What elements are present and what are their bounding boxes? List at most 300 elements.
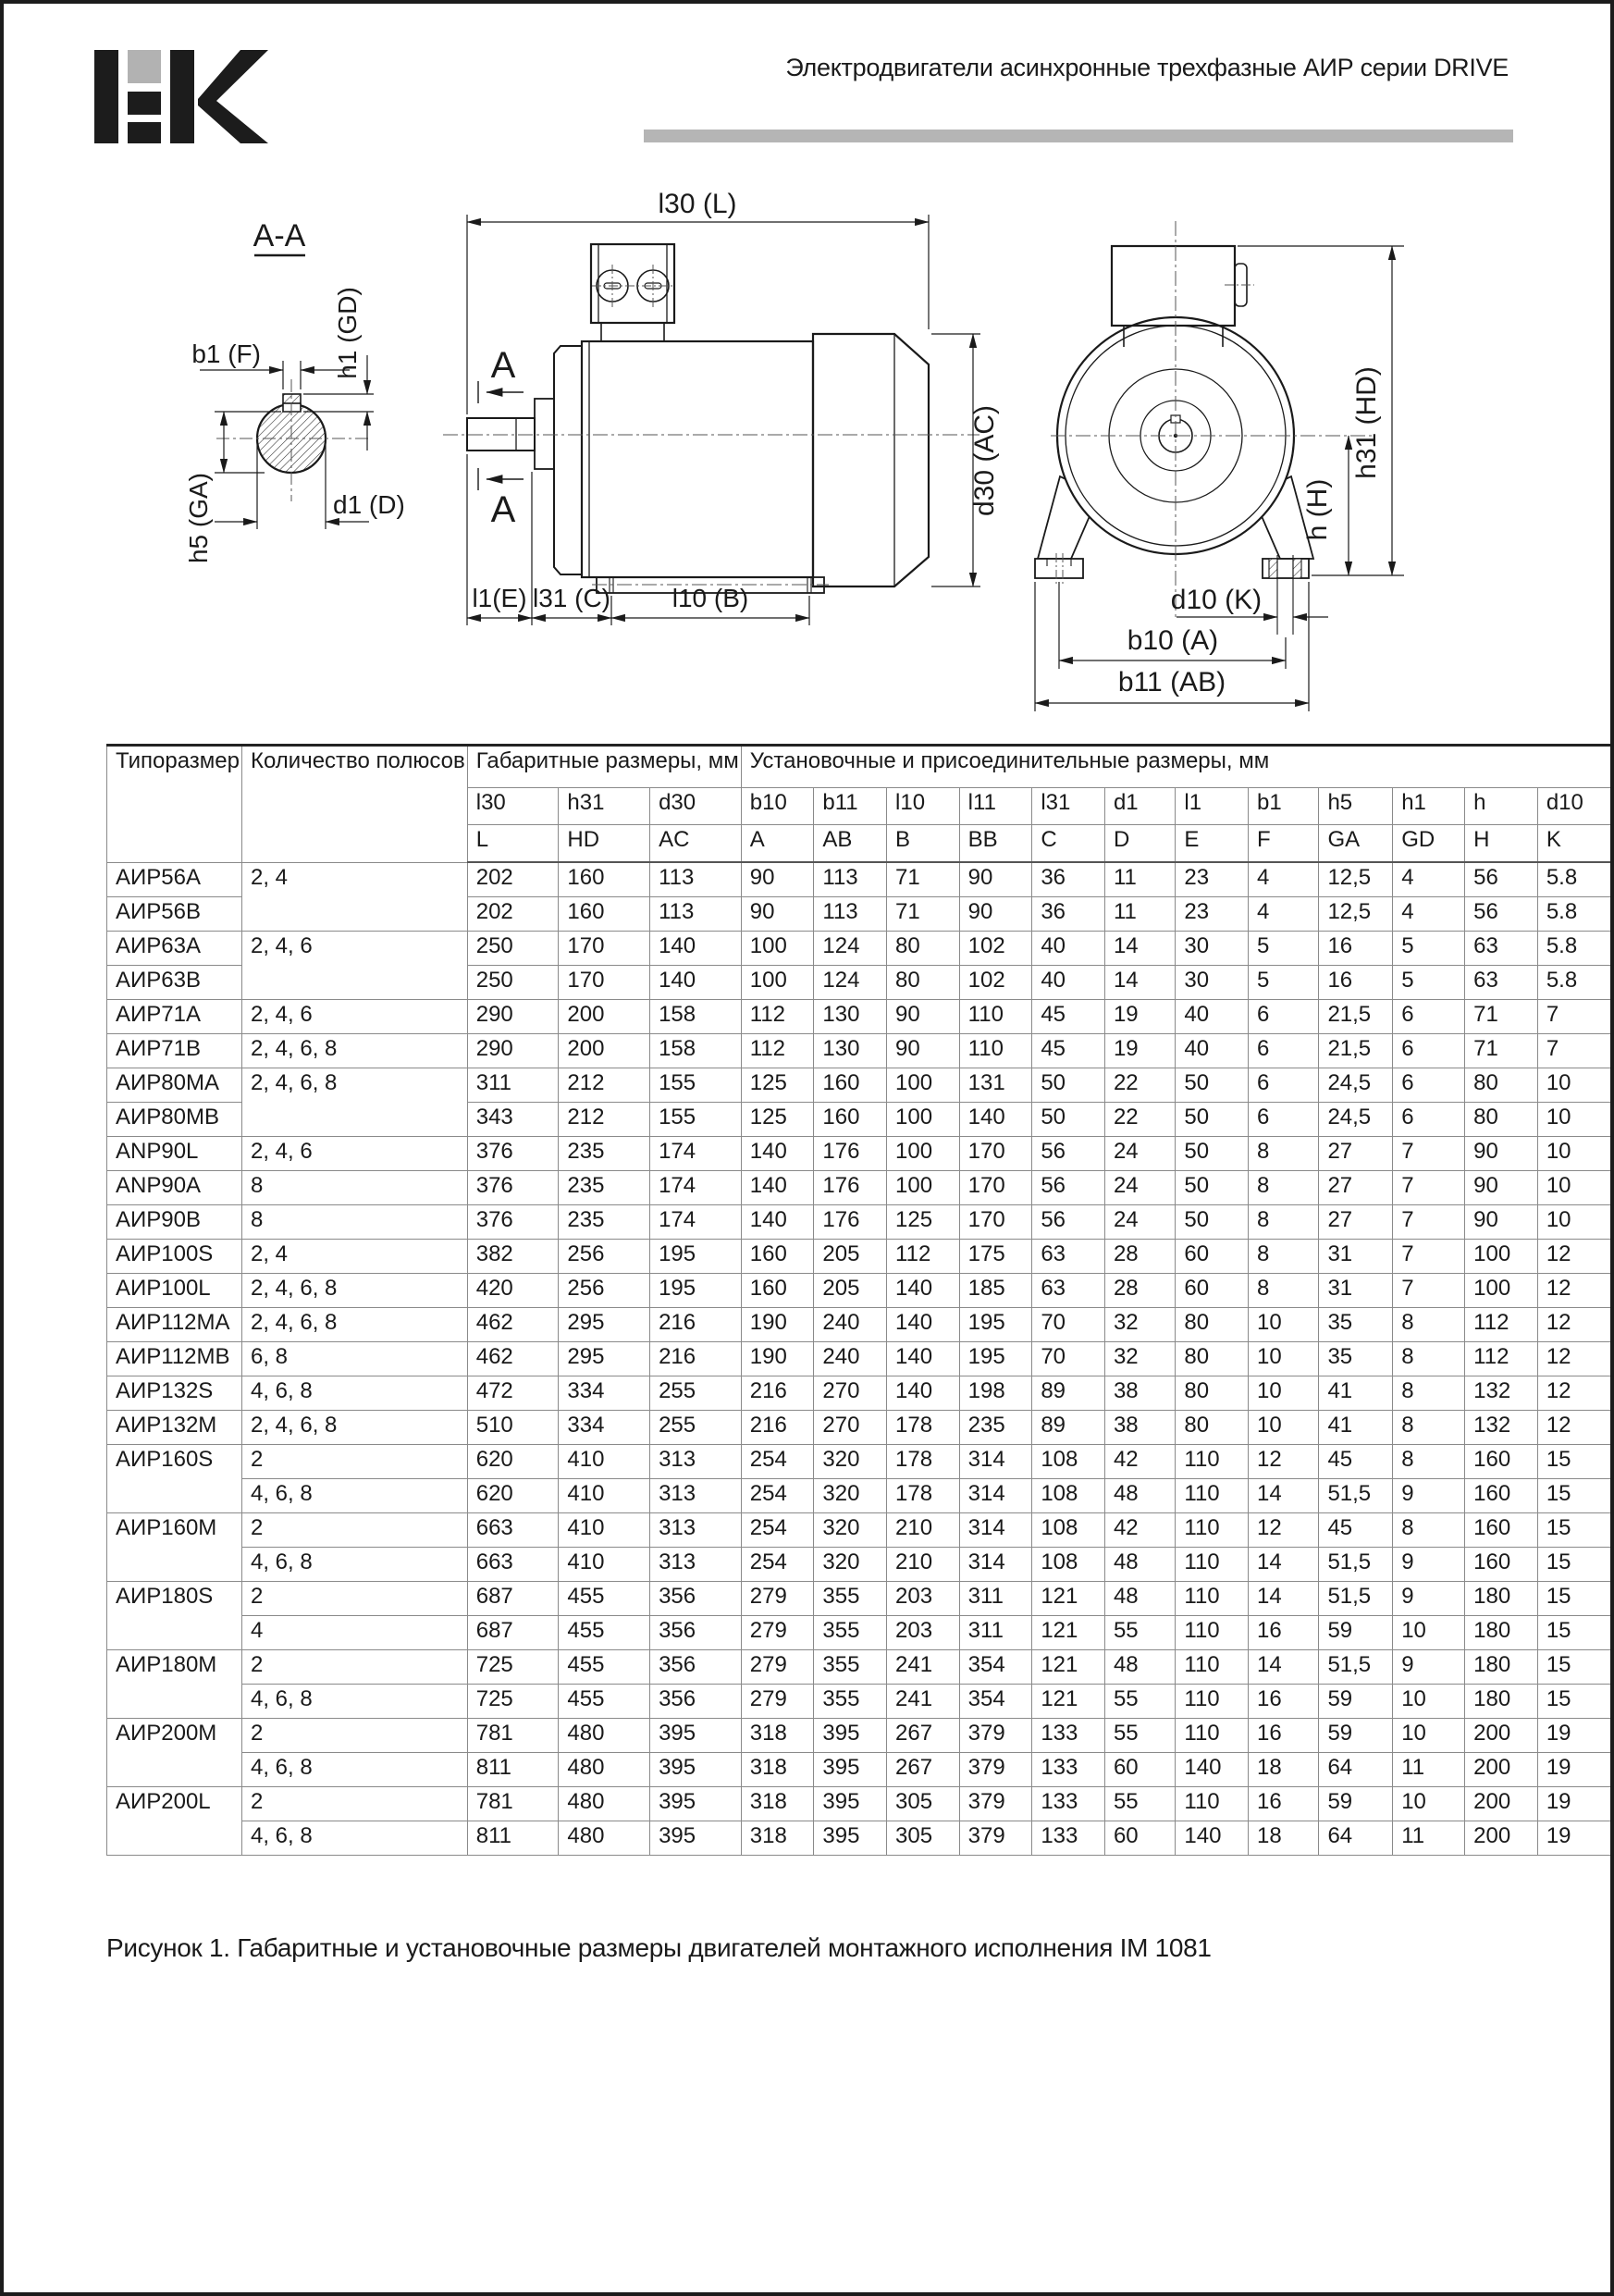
cell-l31: 70 <box>1032 1342 1105 1376</box>
dim-code-cell: h5 <box>1319 788 1393 825</box>
cell-h5: 21,5 <box>1319 1000 1393 1034</box>
cell-b10: 279 <box>741 1582 814 1616</box>
cell-d30: 356 <box>650 1685 742 1719</box>
cell-l10: 241 <box>887 1650 960 1685</box>
cell-d30: 158 <box>650 1000 742 1034</box>
cell-poles: 2, 4, 6 <box>241 932 467 1000</box>
cell-b10: 190 <box>741 1342 814 1376</box>
dim-label-l31: l31 (C) <box>532 584 611 612</box>
cell-d1: 48 <box>1104 1479 1175 1513</box>
dim-letter-cell: AC <box>650 825 742 863</box>
dim-letter-cell: F <box>1249 825 1319 863</box>
cell-h: 80 <box>1465 1103 1538 1137</box>
cell-h: 56 <box>1465 897 1538 932</box>
cell-l31: 121 <box>1032 1616 1105 1650</box>
col-header-poles: Количество полюсов <box>241 746 467 863</box>
cell-l1: 110 <box>1176 1650 1249 1685</box>
cell-d1: 32 <box>1104 1308 1175 1342</box>
cell-d1: 48 <box>1104 1650 1175 1685</box>
cut-label-a-bottom: A <box>490 489 516 530</box>
cell-b1: 10 <box>1249 1308 1319 1342</box>
cell-l10: 140 <box>887 1274 960 1308</box>
cell-l10: 71 <box>887 897 960 932</box>
cell-l30: 376 <box>467 1205 559 1240</box>
cell-b10: 190 <box>741 1308 814 1342</box>
cell-h1: 7 <box>1393 1240 1465 1274</box>
cell-l11: 90 <box>959 897 1032 932</box>
cell-b10: 318 <box>741 1787 814 1821</box>
cell-d1: 32 <box>1104 1342 1175 1376</box>
cell-l11: 170 <box>959 1171 1032 1205</box>
table-row <box>107 1274 1611 1308</box>
cell-l31: 40 <box>1032 966 1105 1000</box>
cell-b1: 12 <box>1249 1513 1319 1548</box>
cell-b11: 124 <box>814 932 887 966</box>
cell-l31: 133 <box>1032 1719 1105 1753</box>
cell-type: ANP90A <box>107 1171 242 1205</box>
cell-h5: 35 <box>1319 1342 1393 1376</box>
cell-d1: 42 <box>1104 1445 1175 1479</box>
cell-d30: 195 <box>650 1274 742 1308</box>
dim-label-b1: b1 (F) <box>191 339 261 368</box>
cell-h5: 41 <box>1319 1411 1393 1445</box>
cell-l1: 50 <box>1176 1137 1249 1171</box>
cell-b11: 395 <box>814 1787 887 1821</box>
cell-d10: 12 <box>1537 1342 1610 1376</box>
cell-l11: 314 <box>959 1445 1032 1479</box>
cell-l11: 170 <box>959 1205 1032 1240</box>
cell-l10: 305 <box>887 1821 960 1856</box>
cell-l30: 202 <box>467 862 559 897</box>
cell-h1: 7 <box>1393 1274 1465 1308</box>
cell-d30: 216 <box>650 1342 742 1376</box>
cell-b11: 270 <box>814 1411 887 1445</box>
dim-letter-cell: C <box>1032 825 1105 863</box>
cell-h31: 455 <box>559 1616 650 1650</box>
cell-h31: 334 <box>559 1376 650 1411</box>
cell-l30: 620 <box>467 1479 559 1513</box>
dim-letter-cell: D <box>1104 825 1175 863</box>
cell-l11: 314 <box>959 1479 1032 1513</box>
col-group-mounting: Установочные и присоединительные размеры, мм <box>741 746 1610 788</box>
cell-d10: 12 <box>1537 1274 1610 1308</box>
cell-h31: 455 <box>559 1582 650 1616</box>
cell-h31: 200 <box>559 1034 650 1068</box>
cell-b11: 130 <box>814 1034 887 1068</box>
cell-d30: 113 <box>650 862 742 897</box>
cell-h: 180 <box>1465 1616 1538 1650</box>
cell-l11: 90 <box>959 862 1032 897</box>
dim-code-cell: l10 <box>887 788 960 825</box>
cell-l10: 140 <box>887 1308 960 1342</box>
cell-h1: 6 <box>1393 1103 1465 1137</box>
cell-type: АИР71В <box>107 1034 242 1068</box>
cell-l31: 89 <box>1032 1411 1105 1445</box>
cell-h: 180 <box>1465 1685 1538 1719</box>
cell-b1: 4 <box>1249 862 1319 897</box>
table-group-header-row <box>107 746 1611 788</box>
cell-l30: 725 <box>467 1685 559 1719</box>
cell-l10: 178 <box>887 1479 960 1513</box>
cell-l31: 63 <box>1032 1274 1105 1308</box>
cell-l11: 198 <box>959 1376 1032 1411</box>
table-row <box>107 1171 1611 1205</box>
page-title: Электродвигатели асинхронные трехфазные АИР серии DRIVE <box>785 54 1509 81</box>
cell-poles: 4 <box>241 1616 467 1650</box>
cell-d10: 19 <box>1537 1719 1610 1753</box>
cell-l30: 290 <box>467 1034 559 1068</box>
table-row <box>107 1308 1611 1342</box>
cell-h1: 6 <box>1393 1034 1465 1068</box>
cell-b1: 14 <box>1249 1479 1319 1513</box>
cell-h31: 160 <box>559 897 650 932</box>
cell-b10: 216 <box>741 1411 814 1445</box>
cell-l1: 50 <box>1176 1205 1249 1240</box>
cell-d10: 19 <box>1537 1753 1610 1787</box>
table-row <box>107 1616 1611 1650</box>
cell-h1: 5 <box>1393 966 1465 1000</box>
cell-h1: 9 <box>1393 1548 1465 1582</box>
cell-l11: 110 <box>959 1000 1032 1034</box>
cell-l11: 110 <box>959 1034 1032 1068</box>
cell-h1: 10 <box>1393 1719 1465 1753</box>
cell-h31: 200 <box>559 1000 650 1034</box>
cell-b1: 6 <box>1249 1000 1319 1034</box>
cell-b1: 16 <box>1249 1787 1319 1821</box>
cell-l11: 311 <box>959 1582 1032 1616</box>
cell-l10: 267 <box>887 1753 960 1787</box>
cell-h: 200 <box>1465 1821 1538 1856</box>
cell-b11: 355 <box>814 1685 887 1719</box>
cell-l1: 30 <box>1176 966 1249 1000</box>
cell-h31: 410 <box>559 1548 650 1582</box>
cell-b11: 176 <box>814 1205 887 1240</box>
col-header-type: Типоразмер <box>107 746 242 863</box>
dim-letter-cell: K <box>1537 825 1610 863</box>
cell-h1: 10 <box>1393 1787 1465 1821</box>
table-row <box>107 1205 1611 1240</box>
cell-h5: 51,5 <box>1319 1479 1393 1513</box>
cell-type: АИР132S <box>107 1376 242 1411</box>
dim-label-h1: h1 (GD) <box>333 287 362 379</box>
cell-h1: 6 <box>1393 1000 1465 1034</box>
table-row <box>107 1821 1611 1856</box>
cell-h31: 480 <box>559 1719 650 1753</box>
cell-d10: 5.8 <box>1537 966 1610 1000</box>
cell-h5: 24,5 <box>1319 1068 1393 1103</box>
cell-d1: 60 <box>1104 1753 1175 1787</box>
cell-l30: 687 <box>467 1582 559 1616</box>
cell-type: АИР112МВ <box>107 1342 242 1376</box>
cell-h1: 8 <box>1393 1342 1465 1376</box>
cell-l1: 110 <box>1176 1616 1249 1650</box>
cell-h5: 24,5 <box>1319 1103 1393 1137</box>
cell-l30: 811 <box>467 1821 559 1856</box>
cell-l30: 250 <box>467 932 559 966</box>
cell-d30: 158 <box>650 1034 742 1068</box>
cell-h1: 4 <box>1393 862 1465 897</box>
cell-l10: 210 <box>887 1548 960 1582</box>
cell-h1: 10 <box>1393 1685 1465 1719</box>
cell-d1: 14 <box>1104 932 1175 966</box>
cell-d1: 60 <box>1104 1821 1175 1856</box>
cell-h31: 480 <box>559 1753 650 1787</box>
dim-label-h31: h31 (HD) <box>1351 366 1382 479</box>
cell-b10: 140 <box>741 1171 814 1205</box>
cell-h5: 64 <box>1319 1753 1393 1787</box>
dim-label-l10: l10 (B) <box>671 584 749 612</box>
cell-l30: 202 <box>467 897 559 932</box>
cell-d1: 48 <box>1104 1582 1175 1616</box>
cell-d1: 38 <box>1104 1411 1175 1445</box>
cell-poles: 2, 4, 6 <box>241 1137 467 1171</box>
cell-l10: 100 <box>887 1103 960 1137</box>
cell-d10: 10 <box>1537 1137 1610 1171</box>
cell-b10: 254 <box>741 1548 814 1582</box>
cell-h: 200 <box>1465 1753 1538 1787</box>
cell-h5: 16 <box>1319 932 1393 966</box>
cell-type: АИР71А <box>107 1000 242 1034</box>
cell-h5: 21,5 <box>1319 1034 1393 1068</box>
cell-poles: 4, 6, 8 <box>241 1753 467 1787</box>
cell-h5: 59 <box>1319 1616 1393 1650</box>
cell-l31: 133 <box>1032 1753 1105 1787</box>
cell-l11: 185 <box>959 1274 1032 1308</box>
cell-h1: 4 <box>1393 897 1465 932</box>
cell-type: АИР200L <box>107 1787 242 1856</box>
cell-h: 90 <box>1465 1137 1538 1171</box>
cell-poles: 8 <box>241 1205 467 1240</box>
dim-letter-cell: AB <box>814 825 887 863</box>
cell-h5: 27 <box>1319 1137 1393 1171</box>
table-row <box>107 1582 1611 1616</box>
cell-h31: 295 <box>559 1308 650 1342</box>
dim-letter-cell: H <box>1465 825 1538 863</box>
cell-l31: 133 <box>1032 1787 1105 1821</box>
cell-l11: 131 <box>959 1068 1032 1103</box>
cell-h5: 12,5 <box>1319 897 1393 932</box>
cell-d30: 155 <box>650 1068 742 1103</box>
cell-b11: 160 <box>814 1068 887 1103</box>
cell-b10: 160 <box>741 1274 814 1308</box>
cell-poles: 2 <box>241 1650 467 1685</box>
cell-b10: 140 <box>741 1137 814 1171</box>
cell-l10: 125 <box>887 1205 960 1240</box>
cell-d30: 255 <box>650 1376 742 1411</box>
cell-l10: 140 <box>887 1342 960 1376</box>
cell-b11: 270 <box>814 1376 887 1411</box>
figure-caption: Рисунок 1. Габаритные и установочные размеры двигателей монтажного исполнения IM 1081 <box>106 1933 1212 1962</box>
cell-h: 132 <box>1465 1411 1538 1445</box>
dim-letter-cell: E <box>1176 825 1249 863</box>
cell-l1: 23 <box>1176 862 1249 897</box>
cell-d10: 10 <box>1537 1171 1610 1205</box>
cell-h31: 212 <box>559 1103 650 1137</box>
cell-l31: 108 <box>1032 1445 1105 1479</box>
cell-b11: 355 <box>814 1650 887 1685</box>
cell-d1: 55 <box>1104 1616 1175 1650</box>
cell-l1: 110 <box>1176 1548 1249 1582</box>
cell-l11: 311 <box>959 1616 1032 1650</box>
cell-h5: 64 <box>1319 1821 1393 1856</box>
cell-b10: 279 <box>741 1650 814 1685</box>
cell-d1: 19 <box>1104 1000 1175 1034</box>
cell-poles: 4, 6, 8 <box>241 1821 467 1856</box>
dim-letter-cell: B <box>887 825 960 863</box>
cell-h: 63 <box>1465 932 1538 966</box>
cell-l11: 314 <box>959 1548 1032 1582</box>
cell-d10: 15 <box>1537 1445 1610 1479</box>
cell-d10: 12 <box>1537 1308 1610 1342</box>
cell-l11: 379 <box>959 1821 1032 1856</box>
table-row <box>107 1513 1611 1548</box>
cell-type: АИР63В <box>107 966 242 1000</box>
cell-d10: 7 <box>1537 1034 1610 1068</box>
cell-h31: 455 <box>559 1685 650 1719</box>
cell-d30: 174 <box>650 1137 742 1171</box>
cell-poles: 4, 6, 8 <box>241 1376 467 1411</box>
cell-h31: 170 <box>559 966 650 1000</box>
table-row <box>107 1479 1611 1513</box>
cell-l31: 50 <box>1032 1103 1105 1137</box>
cell-l1: 50 <box>1176 1103 1249 1137</box>
cell-b1: 14 <box>1249 1650 1319 1685</box>
cell-d1: 11 <box>1104 862 1175 897</box>
cell-type: АИР100S <box>107 1240 242 1274</box>
cell-b11: 176 <box>814 1171 887 1205</box>
dim-code-cell: h31 <box>559 788 650 825</box>
cell-l1: 110 <box>1176 1719 1249 1753</box>
cell-d10: 10 <box>1537 1103 1610 1137</box>
cell-h: 100 <box>1465 1240 1538 1274</box>
cell-h31: 455 <box>559 1650 650 1685</box>
cell-b1: 5 <box>1249 966 1319 1000</box>
cell-b10: 100 <box>741 966 814 1000</box>
cell-h1: 6 <box>1393 1068 1465 1103</box>
cell-h1: 8 <box>1393 1308 1465 1342</box>
cell-l31: 36 <box>1032 897 1105 932</box>
cell-h31: 235 <box>559 1137 650 1171</box>
cell-type: АИР112МА <box>107 1308 242 1342</box>
cell-l30: 725 <box>467 1650 559 1685</box>
cell-b1: 8 <box>1249 1171 1319 1205</box>
dim-label-d10: d10 (K) <box>1170 585 1263 615</box>
table-row <box>107 932 1611 966</box>
cell-b10: 125 <box>741 1068 814 1103</box>
cell-l1: 110 <box>1176 1582 1249 1616</box>
cell-l1: 110 <box>1176 1445 1249 1479</box>
cell-d30: 356 <box>650 1650 742 1685</box>
cell-l10: 100 <box>887 1068 960 1103</box>
dim-letter-cell: A <box>741 825 814 863</box>
cell-type: АИР80МА <box>107 1068 242 1103</box>
cell-h5: 27 <box>1319 1205 1393 1240</box>
cell-type: АИР200М <box>107 1719 242 1787</box>
cell-d10: 15 <box>1537 1513 1610 1548</box>
cell-l10: 140 <box>887 1376 960 1411</box>
dim-label-d30: d30 (AC) <box>969 404 1000 517</box>
cell-l11: 102 <box>959 966 1032 1000</box>
cell-b1: 6 <box>1249 1034 1319 1068</box>
cell-d1: 24 <box>1104 1171 1175 1205</box>
cell-h5: 31 <box>1319 1240 1393 1274</box>
cell-b11: 205 <box>814 1240 887 1274</box>
dim-letter-cell: L <box>467 825 559 863</box>
cell-d10: 12 <box>1537 1411 1610 1445</box>
table-body <box>107 862 1611 1856</box>
cell-l31: 108 <box>1032 1479 1105 1513</box>
cell-poles: 4, 6, 8 <box>241 1685 467 1719</box>
cell-l30: 462 <box>467 1308 559 1342</box>
cell-b11: 130 <box>814 1000 887 1034</box>
cell-type: АИР56В <box>107 897 242 932</box>
dim-letter-cell: GA <box>1319 825 1393 863</box>
cell-d30: 255 <box>650 1411 742 1445</box>
cell-l10: 80 <box>887 966 960 1000</box>
cell-l11: 195 <box>959 1308 1032 1342</box>
cell-h31: 410 <box>559 1445 650 1479</box>
cell-l31: 45 <box>1032 1000 1105 1034</box>
motor-front-view-drawing <box>1003 184 1447 739</box>
cell-poles: 2, 4, 6, 8 <box>241 1034 467 1068</box>
cell-poles: 2, 4 <box>241 1240 467 1274</box>
cell-type: ANP90L <box>107 1137 242 1171</box>
cell-type: АИР90В <box>107 1205 242 1240</box>
cell-b11: 395 <box>814 1753 887 1787</box>
cell-h1: 8 <box>1393 1513 1465 1548</box>
cell-h5: 12,5 <box>1319 862 1393 897</box>
table-row <box>107 1445 1611 1479</box>
cell-d30: 313 <box>650 1479 742 1513</box>
cell-h1: 7 <box>1393 1171 1465 1205</box>
title-underline-bar <box>644 130 1513 142</box>
cell-d30: 395 <box>650 1821 742 1856</box>
table-row <box>107 1650 1611 1685</box>
dim-label-b11: b11 (AB) <box>1117 667 1226 697</box>
dim-label-h5: h5 (GA) <box>184 472 213 564</box>
cell-h: 112 <box>1465 1308 1538 1342</box>
cell-d1: 28 <box>1104 1274 1175 1308</box>
dim-code-cell: d30 <box>650 788 742 825</box>
cell-l31: 45 <box>1032 1034 1105 1068</box>
cell-h31: 170 <box>559 932 650 966</box>
dimensions-table <box>106 744 1610 1856</box>
cell-d30: 313 <box>650 1513 742 1548</box>
cell-b11: 113 <box>814 862 887 897</box>
cell-l30: 620 <box>467 1445 559 1479</box>
cell-l31: 89 <box>1032 1376 1105 1411</box>
cell-d10: 15 <box>1537 1650 1610 1685</box>
cell-l30: 663 <box>467 1513 559 1548</box>
cell-l11: 175 <box>959 1240 1032 1274</box>
cell-l30: 781 <box>467 1787 559 1821</box>
cell-type: АИР132М <box>107 1411 242 1445</box>
cell-poles: 2, 4, 6, 8 <box>241 1068 467 1137</box>
cell-l11: 235 <box>959 1411 1032 1445</box>
cell-d30: 313 <box>650 1445 742 1479</box>
cell-d30: 395 <box>650 1719 742 1753</box>
cell-b11: 355 <box>814 1616 887 1650</box>
cell-b11: 240 <box>814 1308 887 1342</box>
cell-h31: 480 <box>559 1821 650 1856</box>
cell-b11: 205 <box>814 1274 887 1308</box>
dim-letter-cell: BB <box>959 825 1032 863</box>
cell-b1: 6 <box>1249 1103 1319 1137</box>
cell-h: 132 <box>1465 1376 1538 1411</box>
cell-poles: 2, 4, 6, 8 <box>241 1308 467 1342</box>
table-row <box>107 1240 1611 1274</box>
cell-h: 200 <box>1465 1787 1538 1821</box>
